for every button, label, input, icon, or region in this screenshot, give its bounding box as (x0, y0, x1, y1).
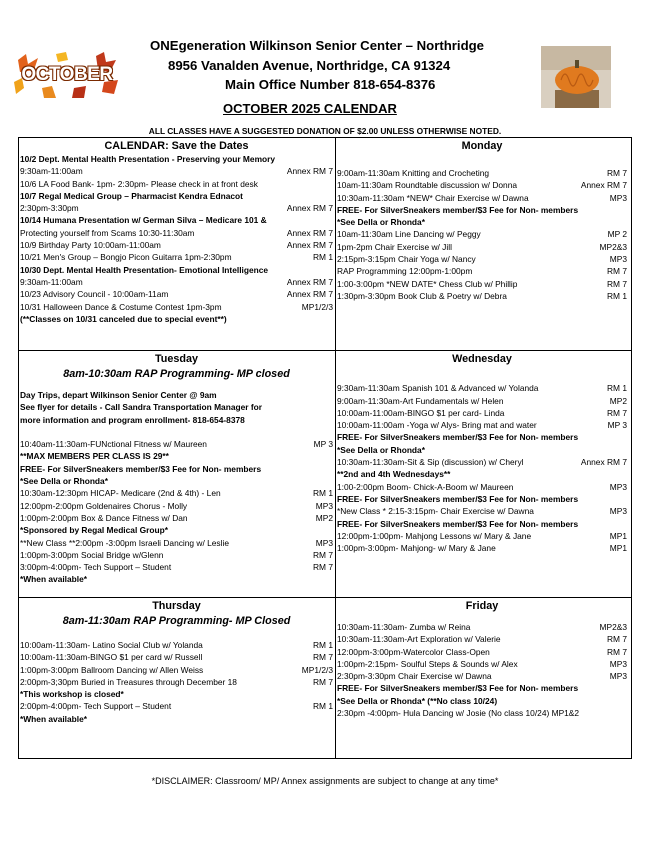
row-text: 10/23 Advisory Council - 10:00am-11am (20, 289, 169, 300)
room-label: RM 1 (312, 488, 333, 499)
cell-subheading: 8am-11:30am RAP Programming- MP Closed (62, 615, 291, 627)
row-text: FREE- For SilverSneakers member/$3 Fee for Non- members (337, 518, 579, 529)
calendar-grid (18, 137, 632, 759)
room-label: MP3 (609, 506, 627, 517)
schedule-row (20, 524, 333, 536)
schedule-row (337, 228, 627, 240)
schedule-row (20, 512, 333, 524)
row-text: Protecting yourself from Scams 10:30-11:30am (20, 227, 195, 238)
cell-heading: Monday (461, 140, 503, 152)
schedule-row (337, 382, 627, 394)
row-text: *When available* (20, 574, 88, 585)
schedule-row (20, 676, 333, 688)
row-text: *See Della or Rhonda* (**No class 10/24) (337, 695, 498, 706)
row-text: more information and program enrollment- 818-654-8378 (20, 414, 245, 425)
room-label: MP1 (609, 543, 627, 554)
room-label: MP3 (609, 254, 627, 265)
schedule-row (337, 167, 627, 179)
schedule-row (337, 646, 627, 658)
row-text: *See Della or Rhonda* (337, 444, 425, 455)
row-text: Day Trips, depart Wilkinson Senior Center @ 9am (20, 390, 217, 400)
room-label: MP2 (609, 395, 627, 406)
cell-heading: Tuesday (154, 353, 198, 365)
room-label: Annex RM 7 (580, 457, 627, 468)
row-text: 10/30 Dept. Mental Health Presentation- Emotional Intelligence (20, 264, 269, 275)
schedule-row (20, 301, 333, 313)
wednesday-cell (337, 352, 627, 554)
row-text: 10:40am-11:30am-FUNctional Fitness w/ Maureen (20, 439, 207, 450)
row-text: *New Class * 2:15-3:15pm- Chair Exercise w/ Dawna (337, 506, 534, 517)
row-text: 12:00pm-2:00pm Goldenaires Chorus - Molly (20, 500, 188, 511)
schedule-row (20, 549, 333, 561)
row-text: **MAX MEMBERS PER CLASS IS 29** (20, 451, 169, 462)
schedule-row (337, 192, 627, 204)
schedule-row (20, 561, 333, 573)
row-text: 1:00pm-3:00pm Ballroom Dancing w/ Allen Weiss (20, 664, 204, 675)
schedule-row (337, 370, 627, 382)
schedule-row (337, 456, 627, 468)
schedule-row (337, 493, 627, 505)
row-text: 10am-11:30am Line Dancing w/ Peggy (337, 229, 481, 240)
class-list (337, 167, 627, 302)
row-text: *This workshop is closed* (20, 689, 124, 700)
schedule-row (20, 239, 333, 251)
room-label: RM 1 (606, 383, 627, 394)
calendar-title: OCTOBER 2025 CALENDAR (223, 101, 397, 116)
row-text: 10:30am-11:30am *NEW* Chair Exercise w/ Dawna (337, 192, 529, 203)
room-label: RM 1 (312, 640, 333, 650)
room-label: RM 7 (606, 168, 627, 178)
schedule-row (337, 468, 627, 480)
schedule-row (337, 621, 627, 633)
room-label: Annex RM 7 (286, 276, 333, 287)
row-text: 9:30am-11:00am (20, 166, 83, 177)
row-text: RAP Programming 12:00pm-1:00pm (337, 266, 473, 277)
donation-note: ALL CLASSES HAVE A SUGGESTED DONATION OF $2.00 UNLESS OTHERWISE NOTED. (148, 126, 502, 136)
schedule-row (20, 651, 333, 663)
row-text: See flyer for details - Call Sandra Transportation Manager for (20, 402, 263, 413)
schedule-row (337, 658, 627, 670)
room-label: MP1 (609, 530, 627, 541)
schedule-row (20, 500, 333, 512)
schedule-row (20, 153, 333, 165)
room-label: RM 7 (312, 549, 333, 560)
row-text: 9:30am-11:30am Spanish 101 & Advanced w/ Yolanda (337, 383, 539, 394)
schedule-row (337, 253, 627, 265)
row-text: 10:30am-12:30pm HICAP- Medicare (2nd & 4th) - Len (20, 488, 221, 499)
class-list (20, 389, 333, 586)
row-text: 3:00pm-4:00pm- Tech Support – Student (20, 562, 172, 573)
center-address: 8956 Vanalden Avenue, Northridge, CA 91324 (168, 58, 451, 73)
row-text: 2:30pm-3:30pm Chair Exercise w/ Dawna (337, 671, 492, 682)
row-divider (19, 597, 631, 598)
schedule-row (20, 688, 333, 700)
row-text: **2nd and 4th Wednesdays** (337, 469, 451, 480)
row-text: **New Class **2:00pm -3:00pm Israeli Dancing w/ Leslie (20, 537, 230, 548)
row-text: 10/31 Halloween Dance & Costume Contest 1pm-3pm (20, 301, 222, 312)
schedule-row (337, 481, 627, 493)
schedule-row (20, 214, 333, 226)
tuesday-cell (20, 352, 333, 586)
room-label: MP1/2/3 (301, 664, 333, 675)
schedule-row (20, 401, 333, 413)
office-phone: Main Office Number 818-654-8376 (225, 77, 436, 92)
schedule-row (337, 278, 627, 290)
schedule-row (337, 505, 627, 517)
room-label: RM 7 (312, 562, 333, 573)
row-text: 10:30am-11:30am- Zumba w/ Reina (337, 622, 471, 632)
schedule-row (20, 537, 333, 549)
schedule-row (337, 633, 627, 645)
room-label: MP 3 (607, 420, 627, 431)
row-text: 10am-11:30am Roundtable discussion w/ Donna (337, 180, 518, 191)
row-text: 1:00-3:00pm *NEW DATE* Chess Club w/ Phillip (337, 278, 518, 289)
room-label: Annex RM 7 (286, 289, 333, 300)
class-list (20, 639, 333, 725)
row-text: 10/9 Birthday Party 10:00am-11:00am (20, 240, 161, 251)
cell-heading: CALENDAR: Save the Dates (104, 140, 249, 152)
room-label: RM 7 (606, 266, 627, 277)
schedule-row (337, 419, 627, 431)
room-label: Annex RM 7 (286, 227, 333, 238)
row-text: FREE- For SilverSneakers member/$3 Fee for Non- members (337, 683, 579, 694)
column-divider (335, 138, 336, 758)
schedule-row (20, 475, 333, 487)
schedule-row (20, 463, 333, 475)
event-list (20, 153, 333, 325)
center-title: ONEgeneration Wilkinson Senior Center – Northridge (150, 38, 485, 53)
row-text: 1:00-2:00pm Boom- Chick-A-Boom w/ Maureen (337, 481, 514, 492)
schedule-row (20, 639, 333, 651)
row-text: *See Della or Rhonda* (337, 217, 425, 228)
room-label: MP3 (315, 537, 333, 548)
october-leaves-logo (12, 52, 122, 100)
schedule-row (337, 179, 627, 191)
schedule-row (20, 165, 333, 177)
row-text: 2:30pm -4:00pm- Hula Dancing w/ Josie (No class 10/24) MP1&2 (337, 708, 580, 719)
schedule-row (20, 426, 333, 438)
row-text: 12:00pm-3:00pm-Watercolor Class-Open (337, 646, 490, 657)
schedule-row (20, 450, 333, 462)
row-text: 10:00am-11:30am- Latino Social Club w/ Yolanda (20, 640, 203, 650)
room-label: MP2&3 (599, 241, 627, 252)
room-label: MP3 (609, 481, 627, 492)
schedule-row (20, 227, 333, 239)
schedule-row (20, 573, 333, 585)
row-text: 9:30am-11:00am (20, 276, 83, 287)
schedule-row (337, 695, 627, 707)
schedule-row (20, 251, 333, 263)
schedule-row (20, 202, 333, 214)
row-text: 2:00pm-3;30pm Buried in Treasures through December 18 (20, 676, 237, 687)
row-text: 10:30am-11:30am-Sit & Sip (discussion) w/ Cheryl (337, 457, 524, 468)
class-list (337, 370, 627, 554)
schedule-row (337, 444, 627, 456)
room-label: Annex RM 7 (286, 240, 333, 251)
schedule-row (337, 216, 627, 228)
disclaimer: *DISCLAIMER: Classroom/ MP/ Annex assignments are subject to change at any time* (151, 776, 499, 786)
friday-cell (337, 599, 627, 719)
row-text: FREE- For SilverSneakers member/$3 Fee for Non- members (20, 463, 262, 474)
row-text: (**Classes on 10/31 canceled due to special event**) (20, 313, 227, 324)
schedule-row (20, 276, 333, 288)
schedule-row (20, 414, 333, 426)
schedule-row (337, 395, 627, 407)
row-text: 1:00pm-2:15pm- Soulful Steps & Sounds w/ Alex (337, 658, 518, 669)
room-label: RM 7 (312, 676, 333, 687)
schedule-row (20, 664, 333, 676)
row-text: 10:30am-11:30am-Art Exploration w/ Valerie (337, 634, 501, 645)
row-text: 10:00am-11:00am-BINGO $1 per card- Linda (337, 407, 505, 418)
room-label: RM 7 (606, 407, 627, 418)
row-text: 1:00pm-3:00pm Social Bridge w/Glenn (20, 549, 164, 560)
room-label: RM 1 (606, 290, 627, 301)
class-list (337, 621, 627, 719)
room-label: Annex RM 7 (580, 180, 627, 191)
schedule-row (20, 713, 333, 725)
cell-heading: Wednesday (452, 353, 512, 365)
row-text: 2:00pm-4:00pm- Tech Support – Student (20, 701, 172, 712)
row-text: 10:00am-11:30am-BINGO $1 per card w/ Russell (20, 652, 203, 663)
row-text: *When available* (20, 713, 88, 724)
row-divider (19, 350, 631, 351)
row-text: 10/14 Humana Presentation w/ German Silva – Medicare 101 & (20, 215, 267, 226)
page-header (0, 0, 650, 120)
room-label: MP3 (609, 192, 627, 203)
row-text: 10/7 Regal Medical Group – Pharmacist Kendra Ednacot (20, 190, 243, 201)
room-label: RM 7 (606, 278, 627, 289)
schedule-row (337, 530, 627, 542)
schedule-row (337, 670, 627, 682)
room-label: RM 7 (606, 646, 627, 657)
room-label: RM 1 (312, 701, 333, 712)
schedule-row (337, 518, 627, 530)
room-label: MP3 (315, 500, 333, 511)
row-text: 1:30pm-3:30pm Book Club & Poetry w/ Debra (337, 290, 507, 301)
schedule-row (20, 288, 333, 300)
room-label: MP 2 (607, 229, 627, 240)
row-text: FREE- For SilverSneakers member/$3 Fee for Non- members (337, 432, 579, 443)
schedule-row (20, 178, 333, 190)
schedule-row (20, 313, 333, 325)
row-text: *Sponsored by Regal Medical Group* (20, 525, 168, 536)
row-text: 2:15pm-3:15pm Chair Yoga w/ Nancy (337, 254, 476, 265)
schedule-row (337, 290, 627, 302)
cell-heading: Friday (465, 600, 499, 612)
cell-subheading: 8am-10:30am RAP Programming- MP closed (63, 368, 290, 380)
save-the-dates-cell (20, 139, 333, 325)
row-text: 10/6 LA Food Bank- 1pm- 2:30pm- Please check in at front desk (20, 178, 258, 189)
schedule-row (337, 682, 627, 694)
row-text: 9:00am-11:30am Knitting and Crocheting (337, 168, 490, 178)
row-text: *See Della or Rhonda* (20, 476, 108, 487)
thursday-cell (20, 599, 333, 725)
room-label: MP2 (315, 512, 333, 523)
room-label: MP3 (609, 671, 627, 682)
row-text: 9:00am-11:30am-Art Fundamentals w/ Helen (337, 395, 504, 406)
schedule-row (337, 707, 627, 719)
room-label: MP3 (609, 658, 627, 669)
schedule-row (337, 407, 627, 419)
room-label: MP2&3 (599, 622, 627, 632)
schedule-row (20, 700, 333, 712)
logo-text: OCTOBER (21, 64, 113, 85)
schedule-row (337, 265, 627, 277)
schedule-row (337, 542, 627, 554)
row-text: FREE- For SilverSneakers member/$3 Fee for Non- members (337, 493, 579, 504)
row-text: 10/21 Men's Group – Bongjo Picon Guitarra 1pm-2:30pm (20, 252, 232, 263)
schedule-row (337, 431, 627, 443)
row-text: 1pm-2pm Chair Exercise w/ Jill (337, 241, 452, 252)
room-label: RM 7 (312, 652, 333, 663)
room-label: MP1/2/3 (301, 301, 333, 312)
row-text: 1:00pm-3:00pm- Mahjong- w/ Mary & Jane (337, 543, 496, 554)
room-label: Annex RM 7 (286, 166, 333, 177)
room-label: Annex RM 7 (286, 203, 333, 214)
cell-heading: Thursday (152, 600, 201, 612)
room-label: RM 7 (606, 634, 627, 645)
schedule-row (337, 204, 627, 216)
row-text: 1:00pm-2:00pm Box & Dance Fitness w/ Dan (20, 512, 188, 523)
row-text: 10:00am-11:00am -Yoga w/ Alys- Bring mat and water (337, 420, 537, 431)
row-text: 2:30pm-3:30pm (20, 203, 79, 214)
schedule-row (20, 264, 333, 276)
schedule-row (20, 487, 333, 499)
schedule-row (20, 438, 333, 450)
room-label: RM 1 (312, 252, 333, 263)
schedule-row (337, 241, 627, 253)
schedule-row (20, 389, 333, 401)
pumpkin-photo (541, 46, 611, 108)
row-text: FREE- For SilverSneakers member/$3 Fee for Non- members (337, 204, 579, 215)
monday-cell (337, 139, 627, 302)
room-label: MP 3 (313, 439, 333, 450)
row-text: 12:00pm-1:00pm- Mahjong Lessons w/ Mary & Jane (337, 530, 532, 541)
row-text: 10/2 Dept. Mental Health Presentation - Preserving your Memory (20, 154, 276, 164)
schedule-row (20, 190, 333, 202)
